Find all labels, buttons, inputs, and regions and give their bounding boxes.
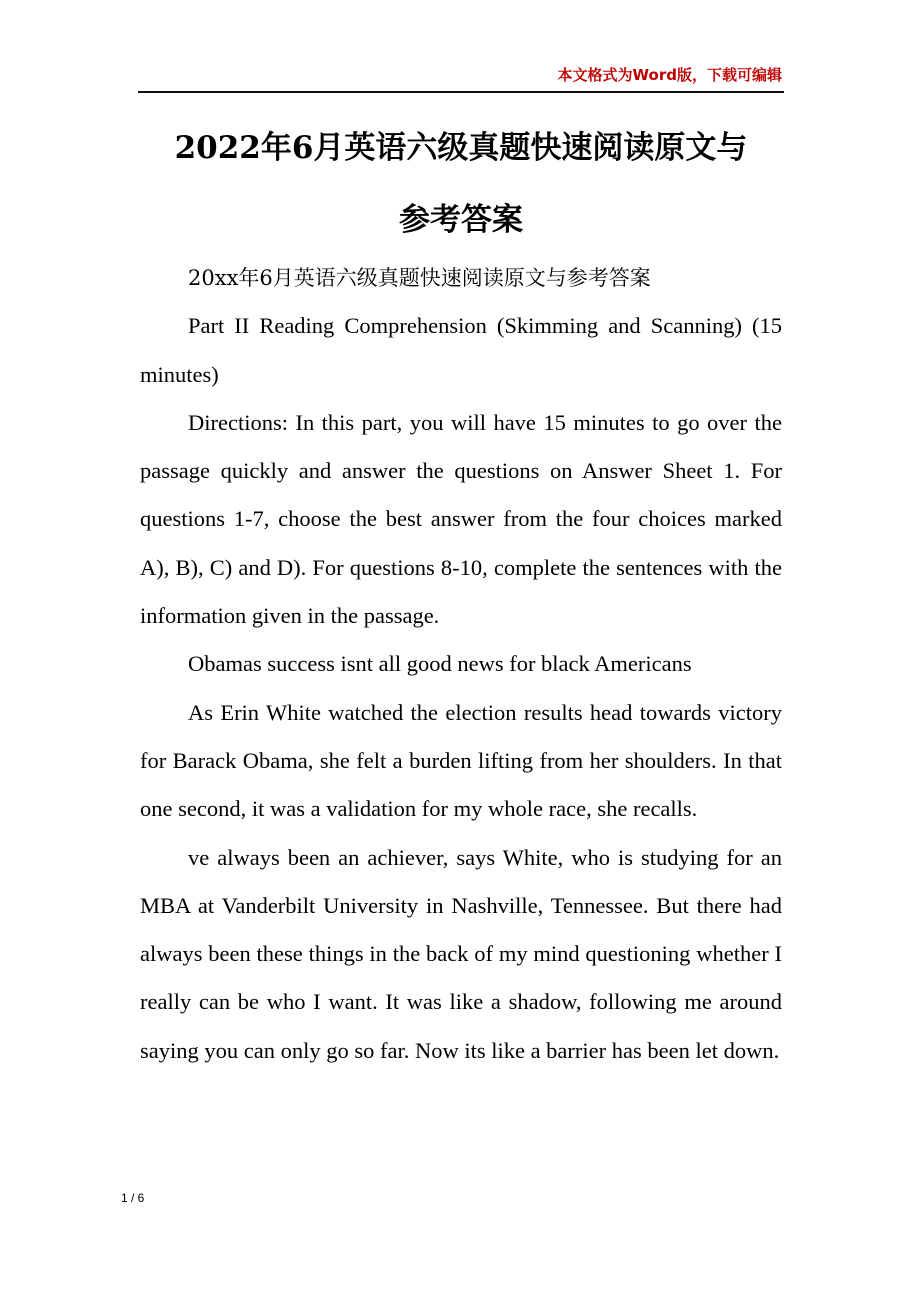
paragraph-subtitle: 20xx年6月英语六级真题快速阅读原文与参考答案 [188,266,651,290]
header-divider [138,91,784,93]
paragraph-directions: Directions: In this part, you will have 15 minutes to go over the passage quickly and answer the questions on Answer Sheet 1. For questions 1-7, choose the best answer from the four choices marked A), B), C) and D). For questions 8-10, complete the sentences with the information given in the passage. [140,409,782,629]
paragraph-passage-title: Obamas success isnt all good news for black Americans [188,651,692,677]
paragraph-part-heading: Part II Reading Comprehension (Skimming and Scanning) (15 minutes) [140,313,782,387]
document-title-line-1: 2022年6月英语六级真题快速阅读原文与 [174,130,748,166]
paragraph-body-1: As Erin White watched the election results head towards victory for Barack Obama, she felt a burden lifting from her shoulders. In that one second, it was a validation for my whole race, she recalls. [140,699,782,822]
page-number: 1 / 6 [121,1191,145,1205]
document-title-line-2: 参考答案 [399,202,523,238]
paragraph-body-2: ve always been an achiever, says White, who is studying for an MBA at Vanderbilt University in Nashville, Tennessee. But there had always been these things in the back of my mind questioning whether I really can be who I want. It was like a shadow, following me around saying you can only go so far. Now its like a barrier has been let down. [140,844,782,1063]
header-note: 本文格式为Word版，下载可编辑 [557,66,782,84]
document-body [140,254,782,1075]
